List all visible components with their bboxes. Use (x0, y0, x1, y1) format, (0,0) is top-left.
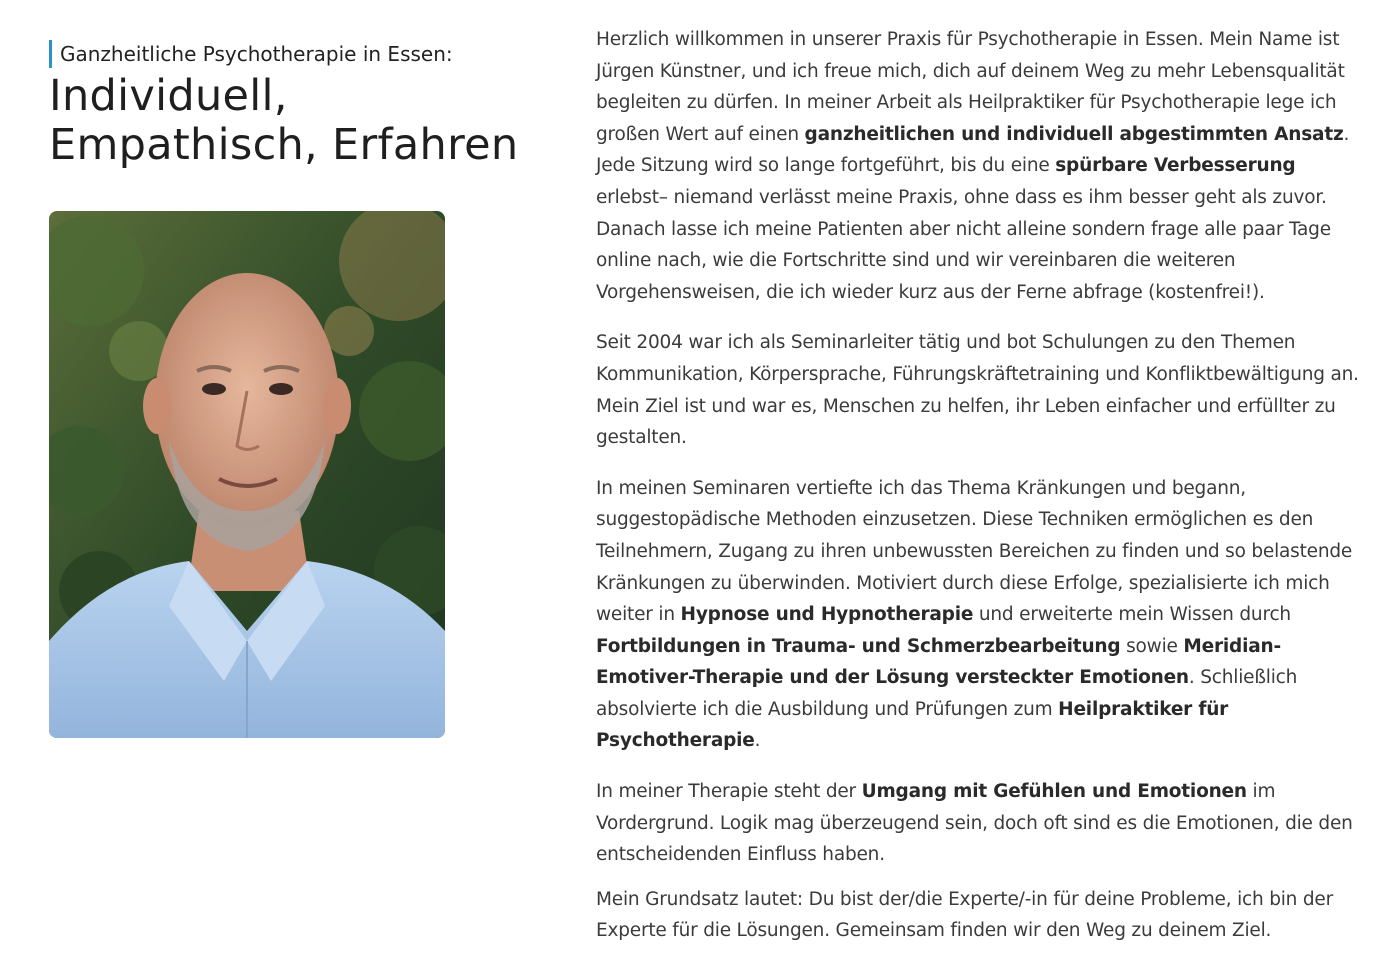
text-run: erlebst– niemand verlässt meine Praxis, ohne dass es ihm besser geht als zuvor. Danach lasse ich meine Patienten aber nicht alleine sondern frage alle paar Tage online nach, wie die Fortschritte sind und wir vereinbaren die weiteren Vorgehensweisen, die ich wieder kurz aus der Ferne abfrage (kostenfrei!). (596, 186, 1331, 303)
kicker-text: Ganzheitliche Psychotherapie in Essen: (49, 40, 549, 68)
text-run: . (754, 730, 761, 752)
text-run: und erweiterte mein Wissen durch (973, 604, 1291, 626)
text-run: sowie (1120, 635, 1184, 657)
portrait-photo (49, 211, 445, 738)
text-run: . Schließlich absolvierte ich die Ausbildung und Prüfungen zum (596, 667, 1298, 720)
emphasis: Heilpraktiker für Psychotherapie (596, 698, 1229, 752)
emphasis: Hypnose und Hypnotherapie (680, 604, 974, 626)
text-run: Herzlich willkommen in unserer Praxis für Psychotherapie in Essen. Mein Name ist Jürgen Künstner, und ich freue mich, dich auf deinem Weg zu mehr Lebensqualität begleiten zu dürfen. In meiner Arbeit als Heilpraktiker für Psychotherapie lege ich großen Wert auf einen (596, 29, 1345, 145)
paragraph-therapy (596, 776, 1366, 871)
paragraph-welcome (596, 24, 1366, 308)
text-run: In meinen Seminaren vertiefte ich das Thema Kränkungen und begann, suggestopädische Methoden einzusetzen. Diese Techniken ermöglichen es den Teilnehmern, Zugang zu ihren unbewussten Bereichen zu finden und so belastende Kränkungen zu überwinden. Motiviert durch diese Erfolge, spezialisierte ich mich weiter in (596, 477, 1353, 626)
paragraph-training (596, 473, 1366, 757)
paragraph-principle: Mein Grundsatz lautet: Du bist der/die Experte/-in für deine Probleme, ich bin der Experte für die Lösungen. Gemeinsam finden wir den Weg zu deinem Ziel. (596, 888, 1334, 942)
text-run: im Vordergrund. Logik mag überzeugend sein, doch oft sind es die Emotionen, die den entscheidenden Einfluss haben. (596, 781, 1353, 866)
emphasis: Umgang mit Gefühlen und Emotionen (861, 781, 1247, 803)
emphasis: ganzheitlichen und individuell abgestimmten Ansatz (804, 123, 1344, 145)
page-title (49, 72, 549, 170)
emphasis: Meridian-Emotiver-Therapie und der Lösung versteckter Emotionen (596, 635, 1281, 689)
emphasis: spürbare Verbesserung (1055, 155, 1296, 177)
paragraph-career: Seit 2004 war ich als Seminarleiter tätig und bot Schulungen zu den Themen Kommunikation, Körpersprache, Führungskräftetraining und Konfliktbewältigung an. Mein Ziel ist und war es, Menschen zu helfen, ihr Leben einfacher und erfüllter zu gestalten. (596, 332, 1359, 449)
text-run: . Jede Sitzung wird so lange fortgeführt, bis du eine (596, 123, 1350, 177)
about-text (596, 24, 1366, 966)
page-title-line-1: Individuell, (49, 71, 288, 121)
text-run: In meiner Therapie steht der (596, 781, 862, 803)
page-title-line-2: Empathisch, Erfahren (49, 120, 519, 170)
emphasis: Fortbildungen in Trauma- und Schmerzbearbeitung (596, 635, 1121, 657)
intro-section (49, 40, 549, 170)
